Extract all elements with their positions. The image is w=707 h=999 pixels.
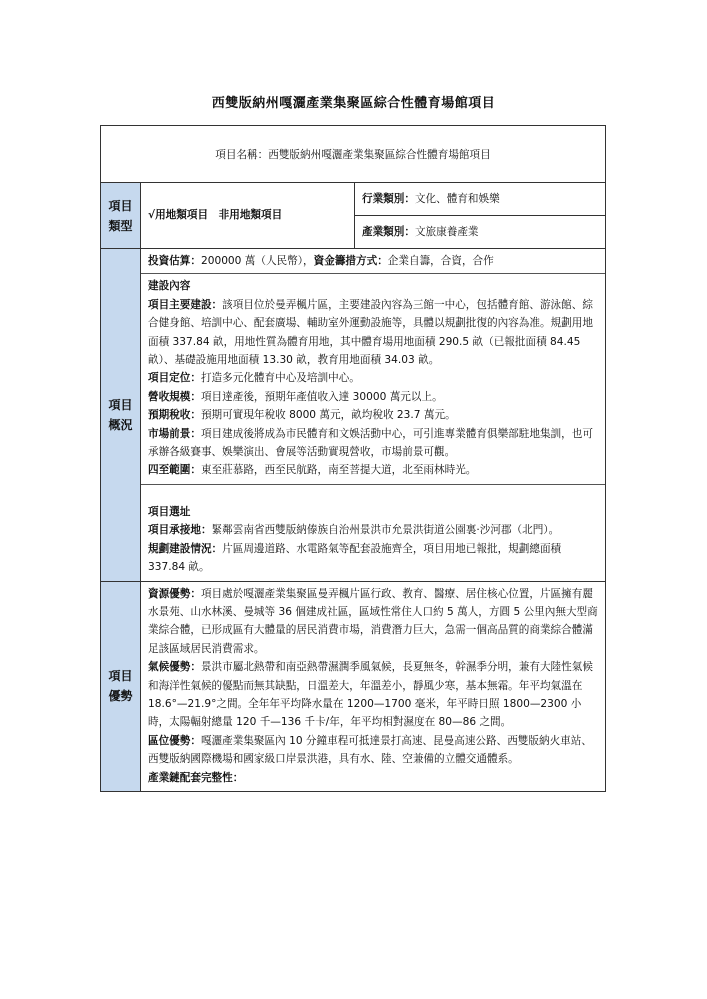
revenue-scale: 營收規模：項目達產後，預期年產值收入達 30000 萬元以上。: [148, 390, 443, 403]
document-title: 西雙版納州嘎灑產業集聚區綜合性體育場館項目: [211, 96, 496, 111]
sector-label: 產業類別：: [362, 225, 415, 238]
project-name-cell: [101, 126, 606, 183]
expected-tax: 預期稅收：預期可實現年稅收 8000 萬元，畝均稅收 23.7 萬元。: [148, 409, 456, 422]
boundary-range: 四至範圍：東至莊慕路，西至民航路，南至菩提大道，北至雨林時光。: [148, 464, 477, 477]
overview-label: 項目 概況: [101, 249, 141, 582]
main-construction: 項目主要建設：該項目位於曼弄楓片區，主要建設內容為三館一中心，包括體育館、游泳館、綜合健身館、培訓中心、配套廣場、輔助室外運動設施等，具體以規劃批復的內容為准。規劃用地面積 337.84 畝，用地性質為體育用地，其中體育場用地面積 290.5 畝（已報批面積 84.45 畝）、基礎設施用地面積 13.30 畝，教育用地面積 34.03 畝。: [148, 298, 593, 367]
construction-heading: 建設內容: [148, 280, 191, 293]
overview-cell: [141, 249, 606, 582]
sector-value: 文旅康養產業: [414, 225, 479, 238]
project-name-value: 西雙版納州嘎灑產業集聚區綜合性體育場館項目: [268, 148, 491, 161]
sector-category-cell: [355, 216, 606, 249]
advantages-cell: [141, 581, 606, 791]
industry-category-cell: [355, 183, 606, 216]
climate-advantage: 氣候優勢：景洪市屬北熱帶和南亞熱帶濕潤季風氣候，長夏無冬，幹濕季分明，兼有大陸性氣候和海洋性氣候的優點而無其缺點，日溫差大，年溫差小，靜風少寒，基本無霜。年平均氣溫在 18.6°—21.9°之間。全年年平均降水量在 1200—1700 毫米，年平時日照 1800—2300 小時，太陽輻射總量 120 千—136 千卡/年，年平均相對濕度在 80—86 之間。: [148, 661, 593, 729]
site-location: 項目承接地：緊鄰雲南省西雙版納傣族自治州景洪市允景洪街道公園裏·沙河郡（北門）。: [148, 524, 560, 537]
location-advantage: 區位優勢：嘎灑產業集聚區內 10 分鐘車程可抵達景打高速、昆曼高速公路、西雙版納火車站、西雙版納國際機場和國家級口岸景洪港，具有水、陸、空兼備的立體交通體系。: [148, 734, 592, 766]
industry-value: 文化、體育和娛樂: [414, 192, 500, 205]
project-table: [100, 125, 606, 792]
advantages-label: 項目 優勢: [101, 581, 141, 791]
project-positioning: 項目定位：打造多元化體育中心及培訓中心。: [148, 372, 360, 385]
investment-line: 投資估算：200000 萬（人民幣），資金籌措方式：企業自籌，合資，合作: [148, 255, 494, 267]
project-type-label: 項目 類型: [101, 183, 141, 249]
market-outlook: 市場前景：項目建成後將成為市民體育和文娛活動中心，可引進專業體育俱樂部駐地集訓，也可承辦各級賽事、娛樂演出、會展等活動實現營收，市場前景可觀。: [148, 427, 593, 459]
planning-status: 規劃建設情況：片區周邊道路、水電路氣等配套設施齊全，項目用地已報批，規劃總面積 337.84 畝。: [148, 542, 562, 574]
industry-label: 行業類別：: [362, 192, 415, 205]
industry-chain: 產業鏈配套完整性：: [148, 771, 244, 784]
land-type-options: √用地類項目 非用地類項目: [148, 209, 283, 222]
land-type-cell: [141, 183, 355, 249]
site-heading: 項目選址: [148, 505, 191, 518]
resource-advantage: 資源優勢：項目處於嘎灑產業集聚區曼弄楓片區行政、教育、醫療、居住核心位置，片區擁有麗水景苑、山水林溪、曼城等 36 個建成社區，區域性常住人口約 5 萬人，方圓 5 公里內無大型商業綜合體，已形成區有大體量的居民消費市場，消費潛力巨大，急需一個高品質的商業綜合體滿足該區域居民消費需求。: [148, 587, 598, 655]
project-name-label: 項目名稱：: [215, 148, 269, 161]
